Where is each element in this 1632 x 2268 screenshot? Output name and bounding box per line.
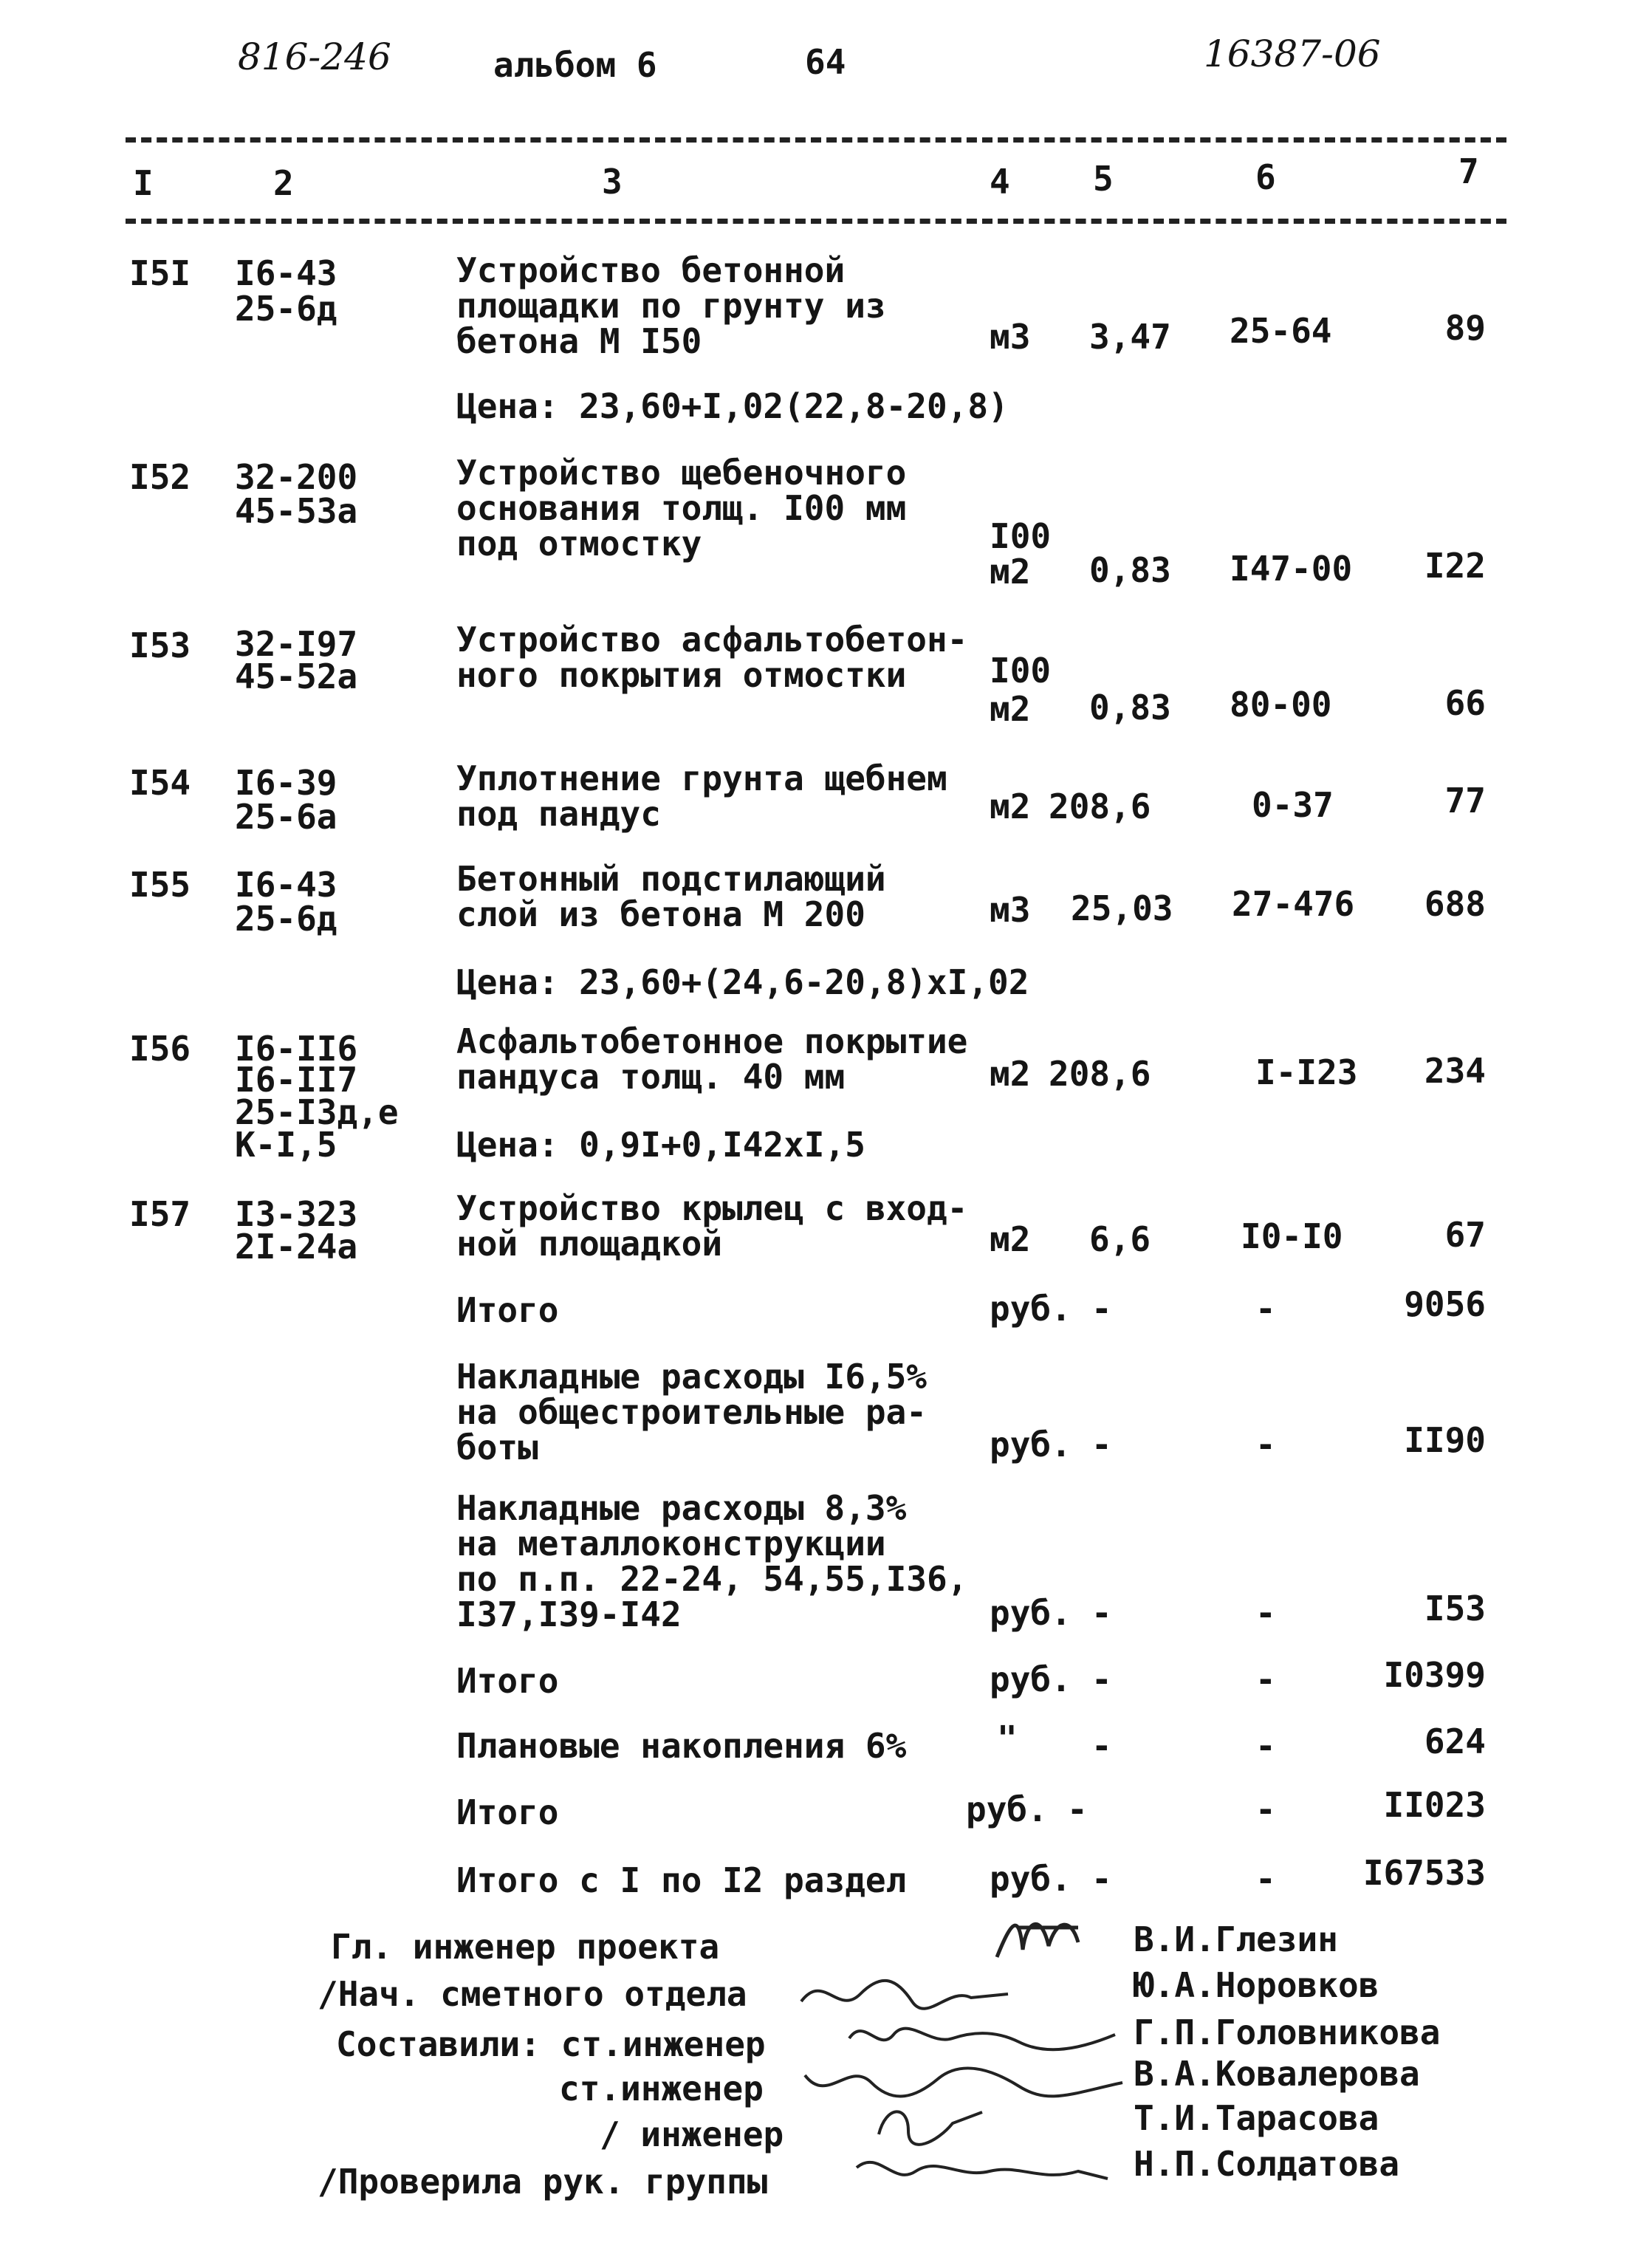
summary-unit: руб. (990, 1659, 1072, 1699)
row-description: под отмостку (456, 524, 702, 563)
summary-qty-dash: - (1091, 1425, 1112, 1464)
row-description: под пандус (456, 794, 661, 834)
column-header-3: 3 (602, 162, 623, 202)
summary-total: I53 (1424, 1589, 1486, 1628)
price-note: Цена: 23,60+(24,6-20,8)хI,02 (456, 962, 1029, 1002)
row-description: бетона М I50 (456, 321, 702, 361)
signature-name: В.А.Ковалерова (1134, 2054, 1420, 2094)
row-total: 234 (1424, 1051, 1486, 1091)
row-unit: м3 (990, 890, 1031, 930)
summary-label: на металлоконструкции (456, 1524, 886, 1563)
row-unit-price: I-I23 (1255, 1052, 1358, 1092)
handwritten-signature-6 (842, 2142, 1122, 2201)
row-code: 32-200 (235, 457, 358, 497)
summary-label: Итого (456, 1661, 559, 1701)
row-number: I56 (129, 1029, 191, 1069)
summary-price-dash: - (1255, 1859, 1276, 1899)
page-number: 64 (805, 42, 846, 82)
row-unit: м2 (990, 787, 1031, 826)
summary-label: I37,I39-I42 (456, 1594, 682, 1634)
row-description: Устройство асфальтобетон- (456, 620, 968, 659)
row-number: I52 (129, 457, 191, 497)
row-code: 25-I3д,е (235, 1092, 399, 1132)
summary-qty-dash: - (1091, 1289, 1112, 1329)
summary-unit: руб. (990, 1425, 1072, 1464)
row-code: 25-6а (235, 797, 337, 837)
row-code: 2I-24а (235, 1227, 358, 1267)
summary-total: 624 (1424, 1721, 1486, 1761)
row-description: Устройство щебеночного (456, 453, 907, 493)
row-unit: м2 (990, 1219, 1031, 1259)
summary-qty-dash: - (1091, 1859, 1112, 1899)
row-description: Асфальтобетонное покрытие (456, 1021, 968, 1061)
row-description: Устройство бетонной (456, 250, 846, 290)
summary-unit: руб. (990, 1593, 1072, 1633)
column-header-6: 6 (1255, 157, 1276, 197)
header-divider-top (126, 137, 1506, 143)
signature-role: ст.инженер (559, 2069, 764, 2108)
row-code: I6-39 (235, 763, 337, 803)
row-description: основания толщ. I00 мм (456, 488, 907, 528)
row-description: ной площадкой (456, 1224, 723, 1264)
row-quantity: 25,03 (1071, 888, 1173, 928)
summary-label: боты (456, 1428, 538, 1467)
signature-role: /Проверила рук. группы (318, 2162, 768, 2202)
handwritten-signature-1 (967, 1905, 1115, 1972)
signature-role: Составили: ст.инженер (336, 2024, 766, 2064)
column-header-2: 2 (273, 163, 294, 203)
row-unit: м2 (990, 1054, 1031, 1094)
doc-code-right: 16387-06 (1204, 32, 1381, 75)
row-unit: м2 (990, 552, 1031, 592)
row-total: 66 (1444, 683, 1486, 723)
summary-label: Плановые накопления 6% (456, 1726, 907, 1766)
row-number: I55 (129, 865, 191, 905)
row-quantity: 3,47 (1089, 317, 1171, 357)
summary-price-dash: - (1255, 1726, 1276, 1766)
summary-unit: руб. (990, 1859, 1072, 1899)
row-total: 688 (1424, 884, 1486, 924)
row-quantity: 0,83 (1089, 688, 1171, 727)
row-description: Уплотнение грунта щебнем (456, 758, 947, 798)
summary-qty-dash: - (1091, 1659, 1112, 1699)
row-code: I6-43 (235, 865, 337, 905)
row-code: 32-I97 (235, 624, 358, 664)
summary-label: Итого (456, 1290, 559, 1330)
summary-label: Итого с I по I2 раздел (456, 1860, 907, 1900)
summary-label: по п.п. 22-24, 54,55,I36, (456, 1559, 968, 1599)
column-header-1: I (133, 163, 154, 203)
row-quantity: 0,83 (1089, 550, 1171, 590)
row-unit: м3 (990, 317, 1031, 357)
row-description: ного покрытия отмостки (456, 655, 907, 695)
row-code: I6-II6 (235, 1029, 358, 1069)
summary-total: II023 (1383, 1785, 1486, 1825)
row-unit-price: 27-476 (1232, 884, 1355, 924)
signature-name: Н.П.Солдатова (1134, 2144, 1400, 2184)
row-description: площадки по грунту из (456, 286, 886, 326)
column-header-4: 4 (990, 162, 1010, 202)
summary-unit: руб. (966, 1789, 1048, 1829)
row-unit-price: 25-64 (1230, 311, 1332, 351)
row-number: I53 (129, 626, 191, 665)
signature-name: Ю.А.Норовков (1134, 1965, 1379, 2005)
summary-price-dash: - (1255, 1659, 1276, 1699)
column-header-5: 5 (1093, 159, 1114, 199)
row-number: I5I (129, 253, 191, 293)
row-description: слой из бетона М 200 (456, 894, 865, 934)
row-code: 25-6д (235, 899, 337, 939)
row-unit-price: 0-37 (1252, 785, 1334, 825)
summary-label: Накладные расходы I6,5% (456, 1357, 927, 1397)
row-code: I6-II7 (235, 1060, 358, 1100)
summary-total: I0399 (1383, 1655, 1486, 1695)
row-number: I57 (129, 1194, 191, 1234)
row-code: I3-323 (235, 1194, 358, 1234)
row-description: Устройство крылец с вход- (456, 1188, 968, 1228)
row-unit-price: 80-00 (1230, 685, 1332, 724)
row-total: 89 (1444, 308, 1486, 348)
summary-label: Итого (456, 1792, 559, 1832)
summary-qty-dash: - (1091, 1726, 1112, 1766)
row-number: I54 (129, 763, 191, 803)
summary-total: I67533 (1362, 1853, 1486, 1893)
row-unit: I00 (990, 516, 1052, 556)
row-code: К-I,5 (235, 1125, 337, 1165)
column-header-7: 7 (1458, 151, 1479, 191)
summary-unit: руб. (990, 1289, 1072, 1329)
row-unit-price: I47-00 (1230, 549, 1353, 589)
summary-qty-dash: - (1067, 1789, 1088, 1829)
summary-label: Накладные расходы 8,3% (456, 1488, 907, 1528)
signature-name: Г.П.Головникова (1134, 2012, 1441, 2052)
album-label: альбом 6 (493, 45, 657, 85)
summary-total: II90 (1404, 1420, 1486, 1460)
row-code: 25-6д (235, 289, 337, 329)
row-code: 45-52а (235, 657, 358, 696)
signature-role: /Нач. сметного отдела (318, 1974, 747, 2014)
row-quantity: 208,6 (1049, 787, 1151, 826)
row-code: 45-53а (235, 491, 358, 531)
row-unit: I00 (990, 651, 1052, 691)
row-total: 67 (1444, 1215, 1486, 1255)
summary-price-dash: - (1255, 1289, 1276, 1329)
doc-code-left: 816-246 (238, 35, 391, 78)
summary-total: 9056 (1404, 1284, 1486, 1324)
row-description: Бетонный подстилающий (456, 859, 886, 899)
signature-name: Т.И.Тарасова (1134, 2098, 1379, 2138)
header-divider-bottom (126, 219, 1506, 224)
row-code: I6-43 (235, 253, 337, 293)
signature-role: Гл. инженер проекта (331, 1927, 720, 1967)
signature-name: В.И.Глезин (1134, 1919, 1338, 1959)
summary-price-dash: - (1255, 1789, 1276, 1829)
summary-label: на общестроительные ра- (456, 1392, 927, 1432)
row-quantity: 208,6 (1049, 1054, 1151, 1094)
row-total: I22 (1424, 546, 1486, 586)
summary-price-dash: - (1255, 1425, 1276, 1464)
row-quantity: 6,6 (1089, 1219, 1151, 1259)
row-total: 77 (1444, 781, 1486, 820)
row-unit-price: I0-I0 (1241, 1216, 1343, 1256)
summary-qty-dash: - (1091, 1593, 1112, 1633)
row-unit: м2 (990, 689, 1031, 729)
row-description: пандуса толщ. 40 мм (456, 1057, 846, 1097)
summary-price-dash: - (1255, 1593, 1276, 1633)
summary-unit: " (997, 1719, 1018, 1758)
signature-role: / инженер (600, 2114, 784, 2154)
price-note: Цена: 0,9I+0,I42хI,5 (456, 1125, 865, 1165)
price-note: Цена: 23,60+I,02(22,8-20,8) (456, 386, 1009, 426)
